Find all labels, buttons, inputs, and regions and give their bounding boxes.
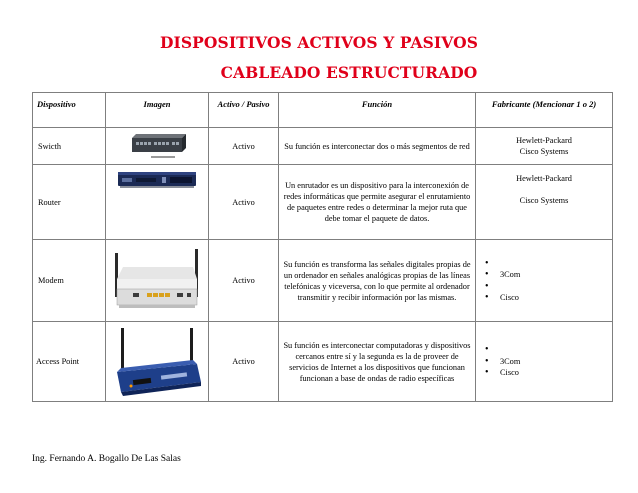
- table-header-row: [33, 93, 613, 128]
- cell-funcion: Su función es transforma las señales digitales propias de un ordenador en señales analógicas propias de las líneas telefónicas y viceversa, con lo que permite al ordenador transmitir y recibir información por las mismas.: [279, 240, 476, 322]
- manufacturer: Cisco Systems: [519, 196, 569, 205]
- cell-dispositivo: [33, 165, 106, 240]
- cell-fabricante: [476, 128, 613, 165]
- cell-tipo: Activo: [209, 128, 279, 165]
- list-item: • 3Com: [498, 356, 608, 368]
- manufacturer-list: [480, 258, 608, 304]
- cell-dispositivo: [33, 240, 106, 322]
- cell-fabricante: [476, 165, 613, 240]
- cell-funcion: Un enrutador es un dispositivo para la interconexión de redes informáticas que permite asegurar el enrutamiento de paquetes entre redes o determinar la mejor ruta que debe tomar el paquete de datos.: [279, 165, 476, 240]
- table-row: [33, 128, 613, 165]
- document-title: DISPOSITIVOS ACTIVOS Y PASIVOS: [159, 33, 479, 52]
- cell-fabricante: [476, 240, 613, 322]
- list-item: • Cisco: [498, 292, 608, 304]
- manufacturer: Hewlett-Packard: [516, 136, 572, 145]
- cell-dispositivo: [33, 128, 106, 165]
- list-item: • 3Com: [498, 269, 608, 281]
- header-dispositivo: Dispositivo: [33, 93, 106, 128]
- cell-fabricante: [476, 322, 613, 402]
- header-funcion: Función: [279, 93, 476, 128]
- switch-image: [126, 130, 188, 162]
- cell-funcion: Su función es interconectar dos o más segmentos de red: [279, 128, 476, 165]
- manufacturer-list: [480, 344, 608, 379]
- device-name: Router: [38, 197, 61, 207]
- header-imagen: Imagen: [106, 93, 209, 128]
- cell-funcion: Su función es interconectar computadoras y dispositivos cercanos entre sí y la segunda es la de proveer de servicios de Internet a los dispositivos que funcionan funcionan a base de ondas de radio específicas: [279, 322, 476, 402]
- list-item: [498, 281, 608, 293]
- header-tipo: Activo / Pasivo: [209, 93, 279, 128]
- devices-table: [32, 92, 613, 402]
- cell-imagen: [106, 165, 209, 240]
- modem-image: [109, 243, 205, 319]
- device-name: Modem: [38, 276, 64, 285]
- cell-tipo: Activo: [209, 240, 279, 322]
- router-image: [116, 169, 198, 191]
- cell-tipo: Activo: [209, 322, 279, 402]
- document-subtitle: CABLEADO ESTRUCTURADO: [220, 63, 478, 82]
- table-row: [33, 165, 613, 240]
- cell-dispositivo: [33, 322, 106, 402]
- footer-author: Ing. Fernando A. Bogallo De Las Salas: [32, 454, 181, 464]
- table-row: [33, 240, 613, 322]
- cell-tipo: Activo: [209, 165, 279, 240]
- manufacturer: Hewlett-Packard: [516, 174, 572, 183]
- list-item: • Cisco: [498, 367, 608, 379]
- cell-imagen: [106, 128, 209, 165]
- manufacturer: Cisco Systems: [519, 147, 569, 156]
- cell-imagen: [106, 322, 209, 402]
- table-row: [33, 322, 613, 402]
- device-name: Access Point: [36, 357, 80, 366]
- header-fabricante: Fabricante (Mencionar 1 o 2): [476, 93, 613, 128]
- list-item: [498, 344, 608, 356]
- list-item: [498, 258, 608, 270]
- device-name: Swicth: [38, 141, 62, 151]
- access-point-image: [111, 324, 203, 400]
- cell-imagen: [106, 240, 209, 322]
